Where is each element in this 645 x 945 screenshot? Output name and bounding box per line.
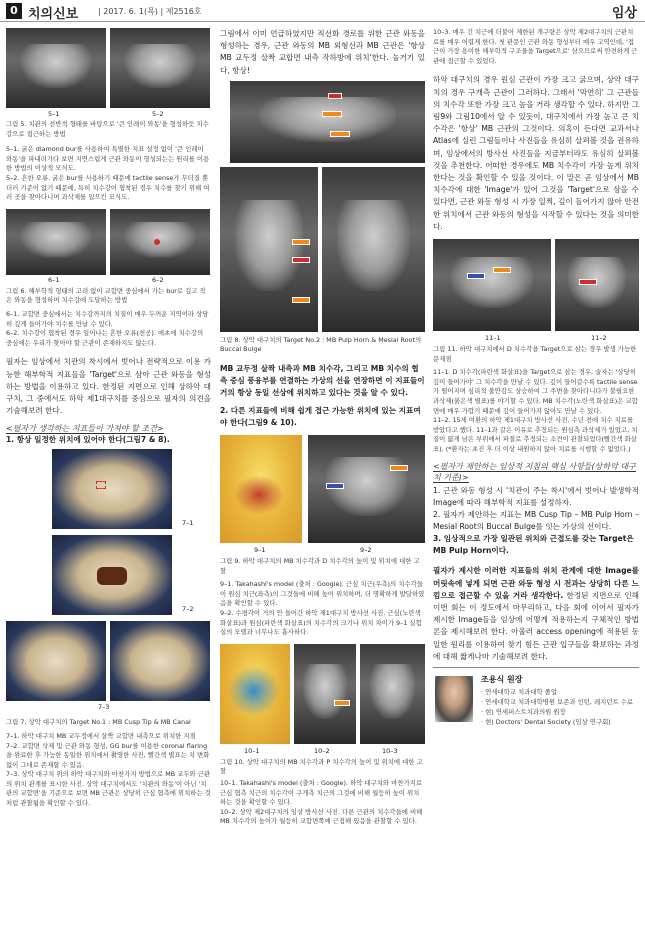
figure-9-caption-title: 그림 9. 하악 대구치의 MB 치수각과 D 치수각의 높이 및 위치에 대한 고찰 bbox=[220, 557, 420, 575]
red-arrow-icon bbox=[579, 279, 597, 285]
orange-arrow-icon bbox=[334, 700, 350, 706]
orange-arrow-icon bbox=[322, 111, 342, 117]
figure-10-1-image bbox=[220, 644, 290, 744]
figure-10-2-label: 10–2 bbox=[314, 746, 330, 755]
figure-10-3-image bbox=[360, 644, 425, 744]
figure-5-caption-title: 그림 5. 치관의 전반적 형태를 바탕으로 '큰 인레이 와동'을 형성하듯 치수강으로 접근하는 방법 bbox=[6, 120, 209, 138]
figure-8-left-image bbox=[220, 167, 318, 332]
guideline-2: 2. 필자가 제안하는 지표는 MB Cusp Tip – MB Pulp Horn – Mesial Root의 Buccal Bulge를 잇는 가상의 선이다. bbox=[433, 509, 639, 532]
blue-arrow-icon bbox=[467, 273, 485, 279]
figure-7-3a-image bbox=[6, 621, 106, 701]
figure-10-caption-body: 10–1. Takahashi's model (출처 : Google). 하악 대구치와 마찬가지로 근심 협측 치근의 치수각이 구개측 치근의 그것에 비해 월등히 높이 위치하는 것을 확인할 수 있다. 10–2. 상악 제2대구치의 임상 방사선 사진. 다른 근관의 치수각들에 비해 MB 치수각의 높이가 월등히 교합면쪽에 근접해 있음을 관찰할 수 있다. bbox=[220, 778, 423, 826]
access-cavity bbox=[97, 567, 127, 585]
author-name: 조용식 원장 bbox=[481, 674, 523, 684]
section-label: 임상 bbox=[611, 6, 637, 21]
masthead bbox=[0, 0, 645, 22]
figure-10 bbox=[220, 644, 425, 758]
author-avatar bbox=[435, 676, 473, 722]
figure-8-caption: 그림 8. 상악 대구치의 Target No.2 : MB Pulp Horn & Mesial Root의 Buccal Bulge bbox=[220, 335, 422, 354]
figure-9-caption-body: 9–1. Takahashi's model (출처 : Google). 근심 치근(우측)의 치수각들이 원심 치근(좌측)의 그것들에 비해 높이 위치하며, 더 명확하게 발달하였음을 확인할 수 있다. 9–2. 수평각이 거의 안 들어간 하악 제1대구치 방사선 사진. 근심(노란색 화살표)과 원심(파란색 화살표)의 치수각의 크기나 위치 차이가 9–1 실험실의 모델과 너무나도 흡사하다. bbox=[220, 580, 425, 637]
column-2 bbox=[220, 28, 425, 827]
figure-11-2-image bbox=[555, 239, 639, 331]
conditions-heading bbox=[6, 423, 211, 434]
figure-7-2-label: 7–2 bbox=[182, 605, 194, 614]
figure-9-2-image bbox=[308, 435, 425, 543]
figure-7-1-label: 7–1 bbox=[182, 519, 194, 528]
figure-9-1-image bbox=[220, 435, 302, 543]
orange-arrow-icon bbox=[330, 131, 350, 137]
figure-10-3-label: 10–3 bbox=[382, 746, 398, 755]
figure-9 bbox=[220, 435, 425, 557]
page-number: 0 bbox=[6, 3, 22, 19]
figure-6-caption-body: 6–1. 교합면 중심에서는 치수강까지의 치질이 매우 두꺼운 지역이라 상당히 깊게 들어가야 치수를 만날 수 있다. 6–2. 치수강이 협착된 경우 일어나는 흔한 오류(천공). 애초에 치수강의 중심에는 우리가 찾아야 할 근관이 존재하지도 않는다. bbox=[6, 309, 209, 347]
conditions-heading-text: <필자가 생각하는 지표들이 가져야 할 조건> bbox=[6, 424, 164, 434]
paragraph-closing bbox=[433, 565, 639, 663]
figure-11 bbox=[433, 239, 639, 345]
author-box bbox=[433, 667, 639, 741]
condition-2: 2. 다른 지표들에 비해 쉽게 접근 가능한 위치에 있는 지표여야 한다(그림9 & 10). bbox=[220, 406, 421, 427]
figure-10-3-caption: 10–3. 매우 긴 치근에 더불어 제한된 개구량은 상악 제2대구치의 근관치료를 매우 어렵게 한다. 첫 관문인 근관 와동 형성부터 매우 고역인데, '접근이 가장 용이한 해부학적 구조물을 Target으로' 삼으므로써 안전하게 근관에 접근할 수 있었다. bbox=[433, 28, 638, 65]
figure-8-top-image bbox=[230, 81, 425, 163]
paragraph-pulp-horn: 하악 대구치의 경우 원심 근관이 가장 크고 굵으며, 상악 대구치의 경우 구개측 근관이 그러하다. 그래서 '막연히' 그 근관들의 치수각 또한 가장 크고 높을 거라 생각할 수 있다. 하지만 그림9와 그림10에서 알 수 있듯이, 대구치에서 가장 높고 큰 치수각은 '항상' MB 근관의 그것이다. 의혹이 든다면 교과서나 Atlas에 실린 그림들이나 사진들을 유심히 살펴볼 것을 권유하며, 임상에서의 방사선 사진들을 지금부터라도 유심히 살펴볼 것을 추천한다. 어떠한 경우에도 MB 치수각이 가장 높게 위치한다는 것을 확인할 수 있을 것이다. 이 말은 곧 임상에서 MB 치수각에 대한 'Image'가 있어 그것을 'Target'으로 삼을 수 있다면, 근관 와동 형성 시 가장 일찍, 깊이 들어가지 않아 안전한 위치에서 근관 와동의 형성을 시작할 수 있다는 것을 의미한다. bbox=[433, 75, 639, 231]
figure-6-caption-title: 그림 6. 해부학적 형태의 고려 없이 교합면 중심에서 가는 bur로 깊고 작은 와동을 형성하며 치수강에 도달하는 방법 bbox=[6, 286, 206, 305]
mb-cusp-marker-icon bbox=[96, 481, 106, 489]
guideline-1: 1. 근관 와동 형성 시 '치관이 주는 착시'에서 벗어나 발생학적 Image에 따라 해부학적 지표를 설정하자. bbox=[433, 485, 639, 507]
issue-info: | 2017. 6. 1(목) | 제2516호 bbox=[98, 7, 202, 16]
guidelines-heading-text: <필자가 제안하는 임상적 지침의 핵심 사항들(상하악 대구치 기준)> bbox=[433, 461, 636, 482]
closing-normal: 한정된 지면으로 인해 이번 회는 이 정도에서 마무리하고, 다음 회에 이어서 필자가 제시한 Image들을 임상에 어떻게 적용하는지 구체적인 방법론을 제시해보려 한다. 아울러 access opening에 적용된 동일한 원리를 이용하여 찾기 힘든 근관 입구들을 확보하는 과정에 대해 짧게나마 기술해보려 한다. bbox=[433, 590, 639, 661]
figure-5-caption-body: 5–1. 굵은 diamond bur를 사용하여 특별한 지표 설정 없이 '큰 인레이 와동'을 파내려가다 보면 지연스럽게 근관 와동이 형성되는는 원리를 이용한 방법의 이상적 모식도. 5–2. 흔한 오류. 굵은 bur를 사용하기 때문에 tactile sense가 무더질 뿐더러 기준이 없기 때문에, 특히 치수강이 협착된 경우 치수를 찾기 위해 여러 곳을 찾아다니며 과삭제를 일으킨 모식도. bbox=[6, 145, 210, 202]
column-3 bbox=[433, 28, 639, 741]
pulp-chamber bbox=[234, 475, 284, 515]
paragraph-target: 그림에서 이미 언급하였지만 직선화 경로를 위한 근관 와동을 형성하는 경우, 근관 와동의 MB 외형선과 MB 근관은 '항상 MB 교두정 살짝 교합면 내측 작하방에 위치'한다. 놀거기 있다, 항상! bbox=[220, 29, 425, 75]
figure-9-1-label: 9–1 bbox=[254, 546, 266, 554]
closing-bold: 필자가 제시한 이러한 지표들의 위치 관계에 대한 Image를 머릿속에 넣게 되면 근관 와동 형성 시 전과는 상당히 다른 느낌으로 접근할 수 있을 거라 생각한다. bbox=[433, 566, 639, 600]
pulp-chamber bbox=[228, 666, 280, 716]
figure-8-right-image bbox=[322, 167, 425, 332]
figure-7-3-label: 7–3 bbox=[98, 703, 110, 712]
paragraph-connection: MB 교두정 살짝 내측과 MB 치수각, 그리고 MB 치수의 협측 중심 풍융부를 연결하는 가상의 선을 연장하면 이 지표들이 거의 항상 동일 선상에 위치하고 있다는 것을 알 수 있다. bbox=[220, 364, 425, 397]
figure-7-2-image bbox=[52, 535, 172, 615]
guidelines-heading bbox=[433, 461, 639, 483]
condition-1: 1. 항상 일정한 위치에 있어야 한다(그림7 & 8). bbox=[6, 435, 170, 445]
guideline-3: 3. 임상적으로 가장 일관된 위치와 근접도를 갖는 Target은 MB Pulp Horn이다. bbox=[433, 534, 634, 556]
perforation-marker-icon bbox=[154, 239, 160, 245]
figure-5-2-label: 5–2 bbox=[152, 110, 164, 118]
figure-6 bbox=[6, 209, 211, 285]
figure-7 bbox=[6, 449, 211, 714]
figure-11-1-image bbox=[433, 239, 551, 331]
orange-arrow-icon bbox=[493, 267, 511, 273]
figure-8 bbox=[220, 81, 425, 336]
figure-7-3b-image bbox=[110, 621, 210, 701]
figure-5-2-image bbox=[110, 28, 210, 108]
orange-arrow-icon bbox=[292, 239, 310, 245]
figure-10-caption-title: 그림 10. 상악 대구치의 MB 치수각과 P 치수각의 높이 및 위치에 대한 고찰 bbox=[220, 757, 423, 776]
figure-7-caption-body: 7–1. 하악 대구치 MB 교두정에서 살짝 교합면 내측으로 위치한 지점 7–2. 교합면 삭제 및 근관 와동 형성, GG bur를 이용한 coronal flaring을 완료한 후 가능한 동일한 위치에서 촬영한 사진, 빨간색 별표는 치 변화없이 그대로 존재할 수 있음. 7–3. 상악 대구치 위의 하악 대구치와 마찬가지 방법으로 MB 교두와 근관의 위치 관계를 표시한 사진. 상악 대구치에서도 '치관의 와동'이 아닌 '치관의 교합면'을 기준으로 보면 MB 근관은 상당히 근심 협측에 위치하는 것처럼 관찰됨을 확인할 수 있다. bbox=[6, 731, 211, 808]
author-bio-4: · 현) Doctors' Dental Society (임상 연구회) bbox=[481, 717, 611, 726]
figure-11-caption-title: 그림 11. 하악 대구치에서 D 치수각을 Target으로 삼는 경우 발생 가능한 문제점 bbox=[433, 345, 637, 363]
author-bio-3: · 현) 연세퍼스트치과의원 원장 bbox=[481, 707, 566, 716]
paragraph-intro: 필자는 임상에서 치관의 착시에서 벗어나 전략적으로 이용 가능한 해부학적 지표들을 'Target'으로 삼아 근관 와동을 형성하는 방법을 이용하고 있다. 한정된 지면으로 인해 상하악 대구치, 그 중에서도 하악 제1대구치를 중심으로 필자의 의견을 기술해보려 한다. bbox=[6, 357, 211, 416]
figure-6-1-label: 6–1 bbox=[48, 275, 60, 284]
figure-5 bbox=[6, 28, 211, 118]
red-arrow-icon bbox=[292, 257, 310, 263]
figure-6-1-image bbox=[6, 209, 106, 275]
figure-10-1-label: 10–1 bbox=[244, 746, 260, 755]
author-bio-1: · 연세대학교 치과대학 졸업 bbox=[481, 687, 558, 696]
red-marker-icon bbox=[328, 93, 342, 99]
figure-11-caption-body: 11–1. D 치수각(파란색 화살표)을 Target으로 삼는 경우, 술자는 '상당히 깊이 들어가야' 그 치수각을 만날 수 있다. 깊이 들어갈수록 tactile sense가 떨어지며 심리적 불안감도 상승하여 그 주변을 찾아다니다가 불필요한 과삭제(붉은색 별표)를 야기할 수 있다. MB 치수각(노란색 화살표)은 교합면에 매우 가깝기 때문에 깊이 들어가지 않아도 만날 수 있다. 11–2. 15세 여환의 하악 제1대구치 방사선 사진. 수년 전에 치수 치료를 받았다고 했다. 11–1과 같은 이유로 추정되는 원심측 과삭제가 있었고, 치질이 얇게 남은 부위에서 파절로 추정되는 소견이 관찰되었다(빨간색 화살표). (*환자는 초진 후 더 이상 내원하지 않아 치료를 시행할 수 없었다.) bbox=[433, 368, 638, 453]
author-bio-2: · 연세대학교 치과대학병원 보존과 인턴, 레지던트 수료 bbox=[481, 697, 634, 706]
figure-5-1-image bbox=[6, 28, 106, 108]
orange-arrow-icon bbox=[292, 297, 310, 303]
column-1 bbox=[6, 28, 211, 809]
figure-10-2-image bbox=[294, 644, 356, 744]
figure-6-2-image bbox=[110, 209, 210, 275]
figure-6-2-label: 6–2 bbox=[152, 275, 164, 284]
paper-name: 치의신보 bbox=[28, 7, 79, 22]
figure-5-1-label: 5–1 bbox=[48, 110, 60, 118]
orange-arrow-icon bbox=[390, 465, 408, 471]
figure-7-1-image bbox=[52, 449, 172, 529]
figure-11-2-label: 11–2 bbox=[591, 334, 607, 343]
figure-7-caption-title: 그림 7. 상악 대구치의 Target No.1 : MB Cusp Tip & MB Canal bbox=[6, 718, 191, 727]
figure-9-2-label: 9–2 bbox=[360, 546, 372, 554]
blue-arrow-icon bbox=[326, 483, 344, 489]
figure-11-1-label: 11–1 bbox=[485, 334, 501, 343]
